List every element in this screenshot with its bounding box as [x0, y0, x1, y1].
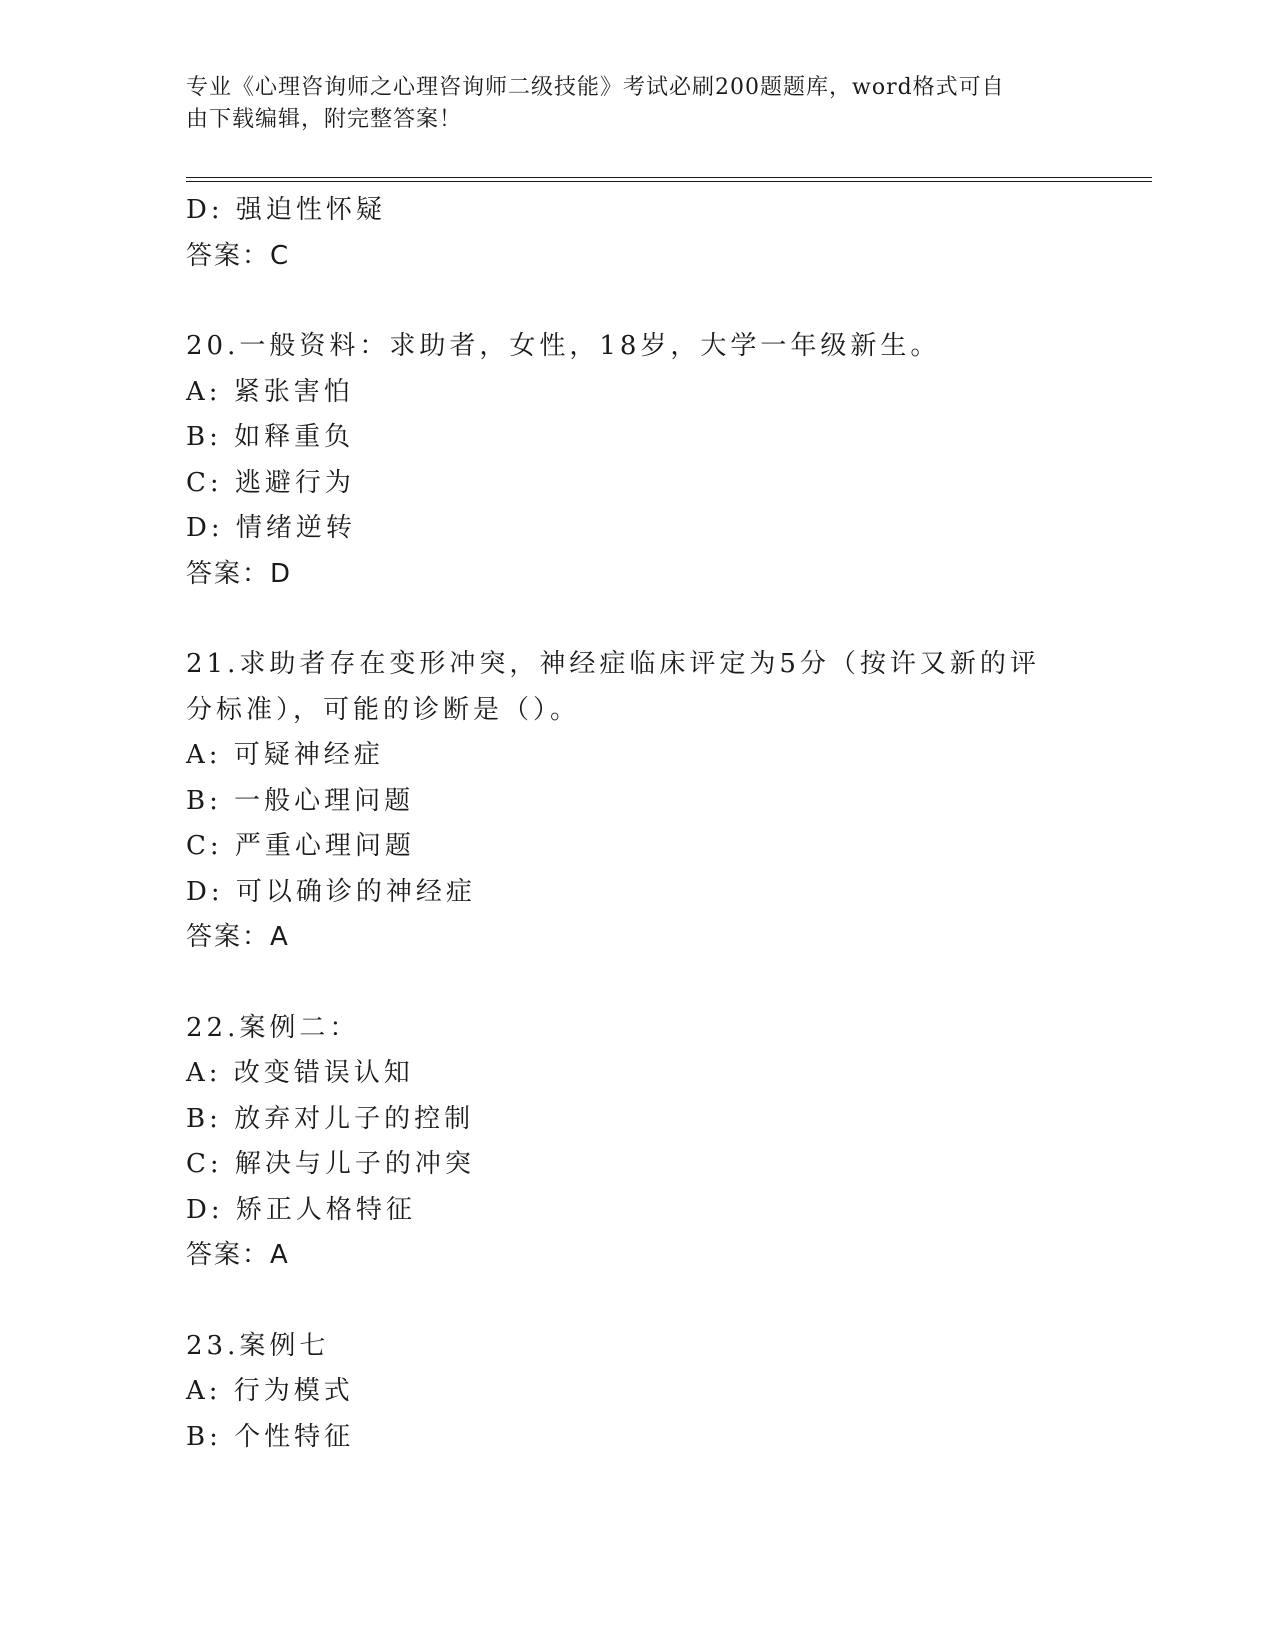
option-d: D: 可以确诊的神经症: [186, 876, 476, 907]
question-20: [186, 324, 1086, 597]
option-c: C: 逃避行为: [186, 467, 355, 498]
question-21: [186, 642, 1086, 961]
option-a: A: 改变错误认知: [186, 1058, 414, 1088]
question-23: [186, 1324, 1086, 1461]
question-stem: 20.一般资料：求助者，女性，18岁，大学一年级新生。: [186, 331, 941, 361]
option-c: C: 严重心理问题: [186, 831, 415, 861]
question-stem: 22.案例二：: [186, 1012, 360, 1043]
header-line-1: 专业《心理咨询师之心理咨询师二级技能》考试必刷200题题库，word格式可自: [186, 75, 1005, 100]
option-d: D: 矫正人格特征: [186, 1194, 416, 1225]
question-stem: 23.案例七: [186, 1330, 330, 1361]
question-stem: 21.求助者存在变形冲突，神经症临床评定为5分（按许又新的评分标准），可能的诊断是（）。: [186, 649, 1040, 725]
option-a: A: 可疑神经症: [186, 740, 384, 770]
option-b: B: 个性特征: [186, 1421, 355, 1452]
option-d: D: 情绪逆转: [186, 513, 356, 543]
option-a: A: 紧张害怕: [186, 376, 354, 407]
answer: 答案：C: [186, 240, 291, 271]
option-d: D: 强迫性怀疑: [186, 195, 386, 225]
option-c: C: 解决与儿子的冲突: [186, 1149, 475, 1179]
question-19-fragment: [186, 188, 1086, 279]
header-divider-bottom: [186, 181, 1152, 182]
option-a: A: 行为模式: [186, 1376, 354, 1406]
document-header: [186, 72, 1066, 136]
option-b: B: 如释重负: [186, 422, 355, 452]
option-b: B: 一般心理问题: [186, 785, 415, 816]
question-22: [186, 1006, 1086, 1279]
document-body: [186, 188, 1086, 1460]
header-line-2: 由下载编辑，附完整答案！: [186, 107, 463, 132]
answer: 答案：A: [186, 1240, 290, 1270]
header-divider-top: [186, 177, 1152, 178]
option-b: B: 放弃对儿子的控制: [186, 1103, 475, 1134]
answer: 答案：D: [186, 558, 293, 589]
answer: 答案：A: [186, 922, 290, 952]
